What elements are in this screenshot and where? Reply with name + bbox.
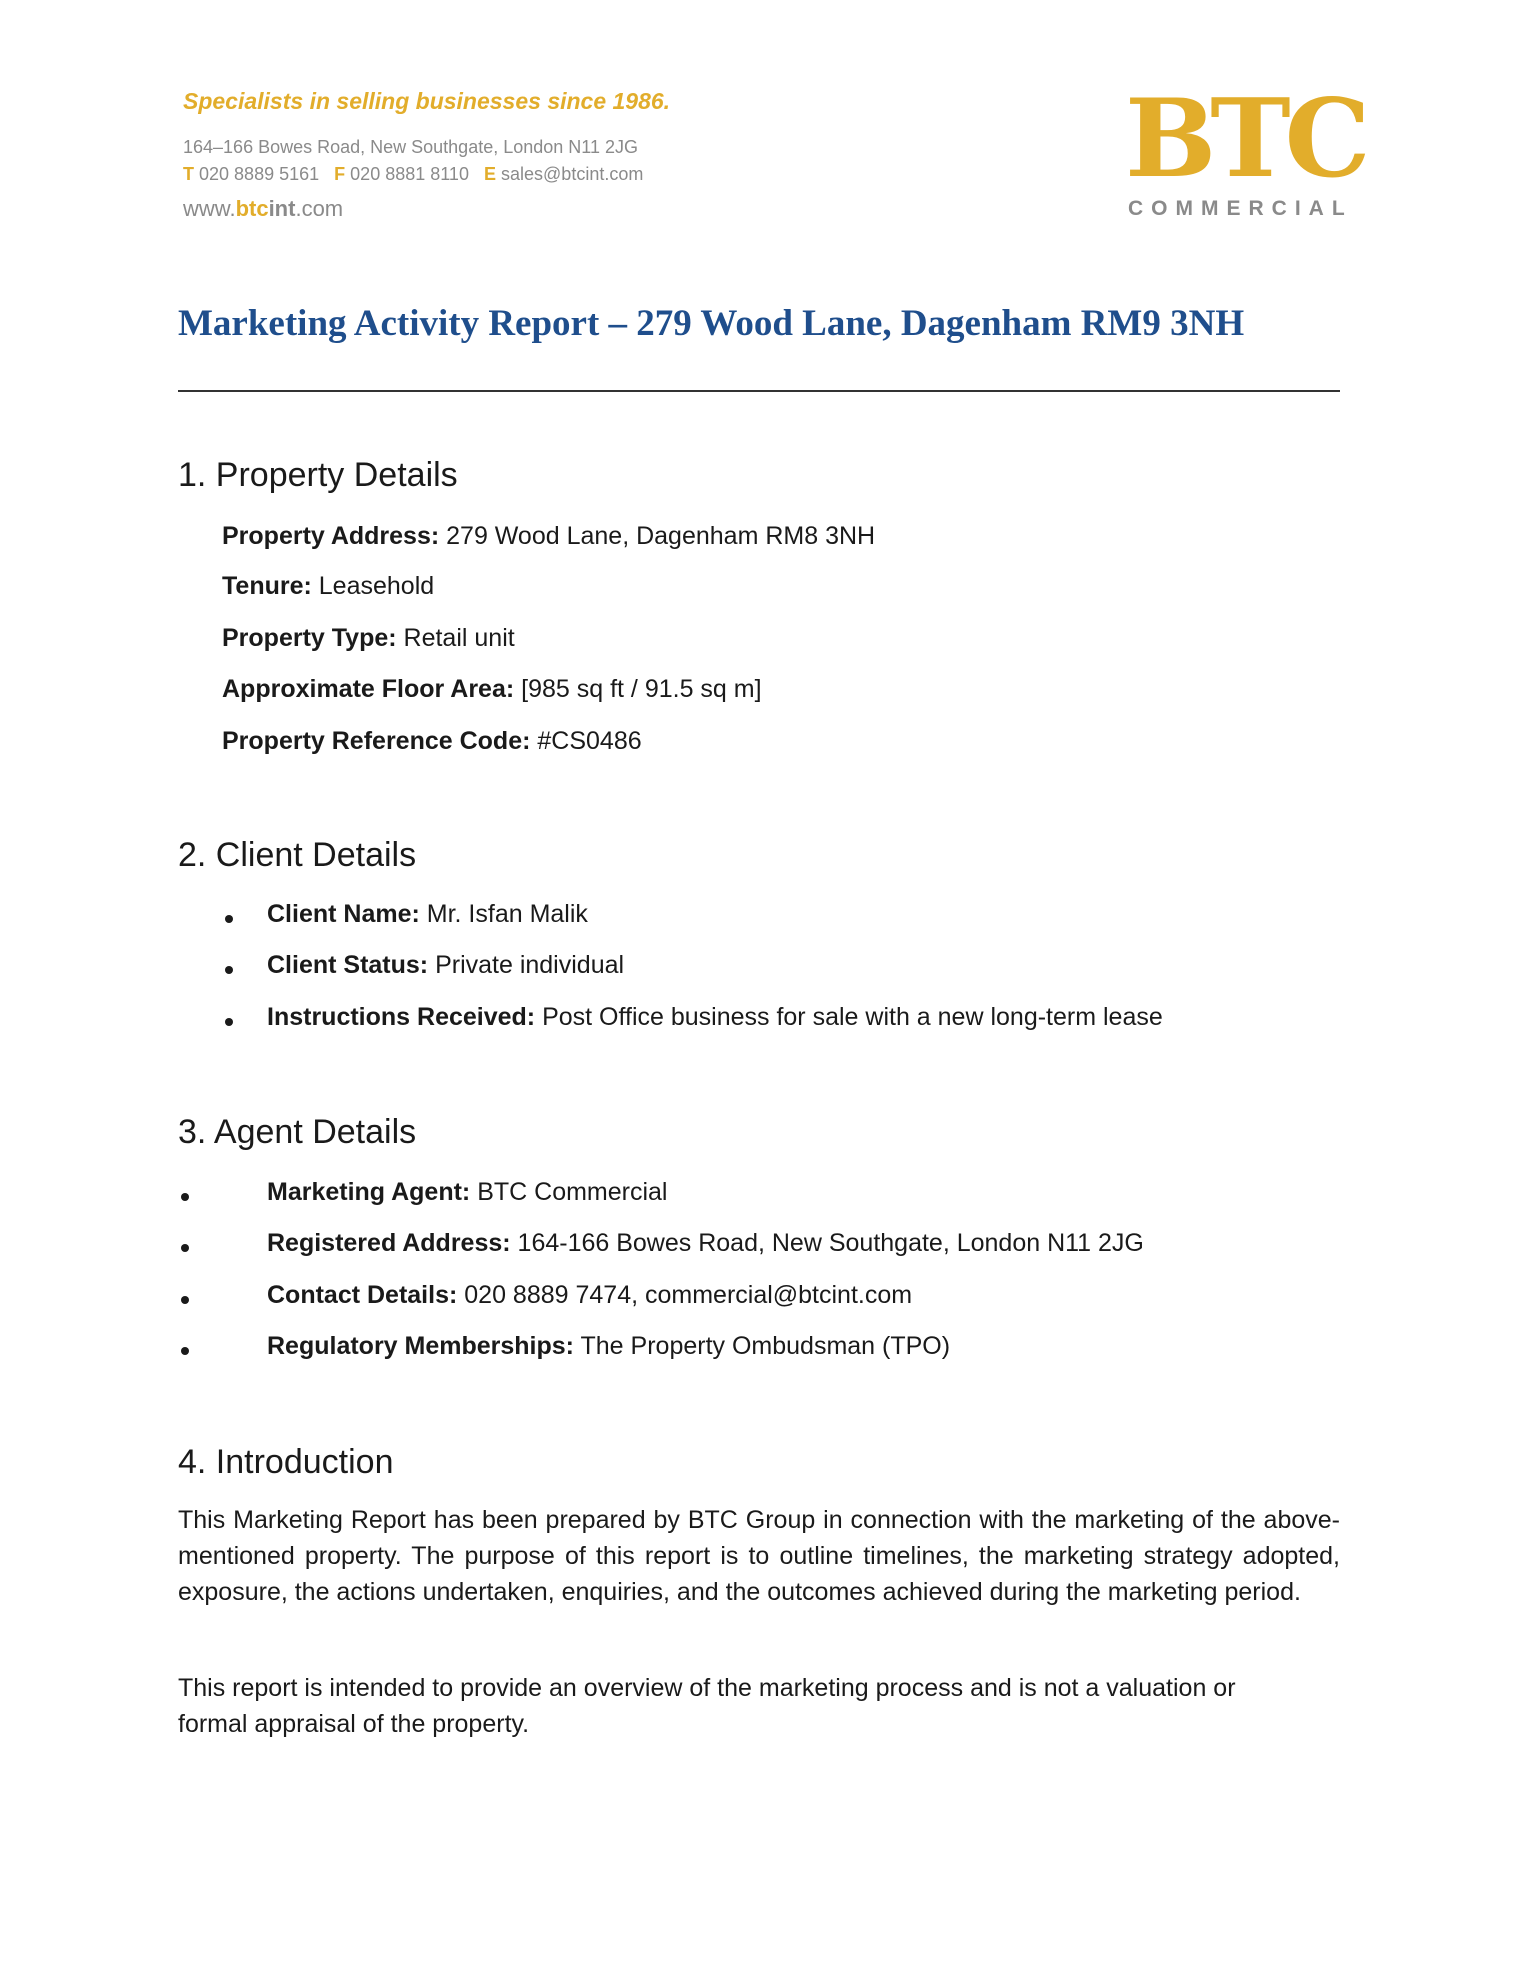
email-label: E <box>483 164 496 184</box>
property-address-row: Property Address: 279 Wood Lane, Dagenham RM8 3NH <box>222 522 876 550</box>
bullet-icon <box>225 1018 233 1026</box>
client-name-row: Client Name: Mr. Isfan Malik <box>267 900 588 928</box>
client-status-row: Client Status: Private individual <box>267 951 625 979</box>
section-heading-property: 1. Property Details <box>178 456 458 494</box>
fax-number: 020 8881 8110 <box>350 164 469 184</box>
email-address: sales@btcint.com <box>501 164 644 184</box>
website-link: www.btcint.com <box>183 196 344 221</box>
tel-number: 020 8889 5161 <box>199 164 320 184</box>
contact-details-row: Contact Details: 020 8889 7474, commercial@btcint.com <box>267 1281 913 1309</box>
fax-label: F <box>334 164 346 184</box>
floor-area-row: Approximate Floor Area: [985 sq ft / 91.5 sq m] <box>222 675 762 703</box>
title-divider <box>178 390 1340 392</box>
logo-mark: BTC <box>1125 76 1365 202</box>
reference-code-row: Property Reference Code: #CS0486 <box>222 727 642 755</box>
section-heading-client: 2. Client Details <box>178 836 417 874</box>
report-title: Marketing Activity Report – 279 Wood Lane, Dagenham RM9 3NH <box>178 303 1245 344</box>
marketing-agent-row: Marketing Agent: BTC Commercial <box>267 1178 668 1206</box>
bullet-icon <box>225 915 233 923</box>
instructions-row: Instructions Received: Post Office business for sale with a new long-term lease <box>267 1003 1163 1031</box>
regulatory-row: Regulatory Memberships: The Property Ombudsman (TPO) <box>267 1332 951 1360</box>
bullet-icon <box>181 1193 189 1201</box>
company-address: 164–166 Bowes Road, New Southgate, London N11 2JG <box>183 137 638 157</box>
contact-line <box>183 164 643 185</box>
bullet-icon <box>181 1244 189 1252</box>
tagline: Specialists in selling businesses since 1986. <box>183 88 671 114</box>
property-type-row: Property Type: Retail unit <box>222 624 515 652</box>
intro-paragraph-1: This Marketing Report has been prepared by BTC Group in connection with the marketing of the above-mentioned property. The purpose of this report is to outline timelines, the marketing strategy adopted, exposure, the actions undertaken, enquiries, and the outcomes achieved during the marketing period. <box>178 1506 1340 1606</box>
btc-logo <box>1120 76 1365 230</box>
registered-address-row: Registered Address: 164-166 Bowes Road, New Southgate, London N11 2JG <box>267 1229 1144 1257</box>
intro-paragraph-2: This report is intended to provide an overview of the marketing process and is not a valuation or formal appraisal of the property. <box>178 1674 1236 1738</box>
tel-label: T <box>183 164 194 184</box>
bullet-icon <box>225 966 233 974</box>
logo-subtitle: COMMERCIAL <box>1128 197 1353 220</box>
section-heading-agent: 3. Agent Details <box>178 1113 417 1151</box>
bullet-icon <box>181 1347 189 1355</box>
bullet-icon <box>181 1296 189 1304</box>
section-heading-introduction: 4. Introduction <box>178 1443 394 1481</box>
tenure-row: Tenure: Leasehold <box>222 572 435 600</box>
